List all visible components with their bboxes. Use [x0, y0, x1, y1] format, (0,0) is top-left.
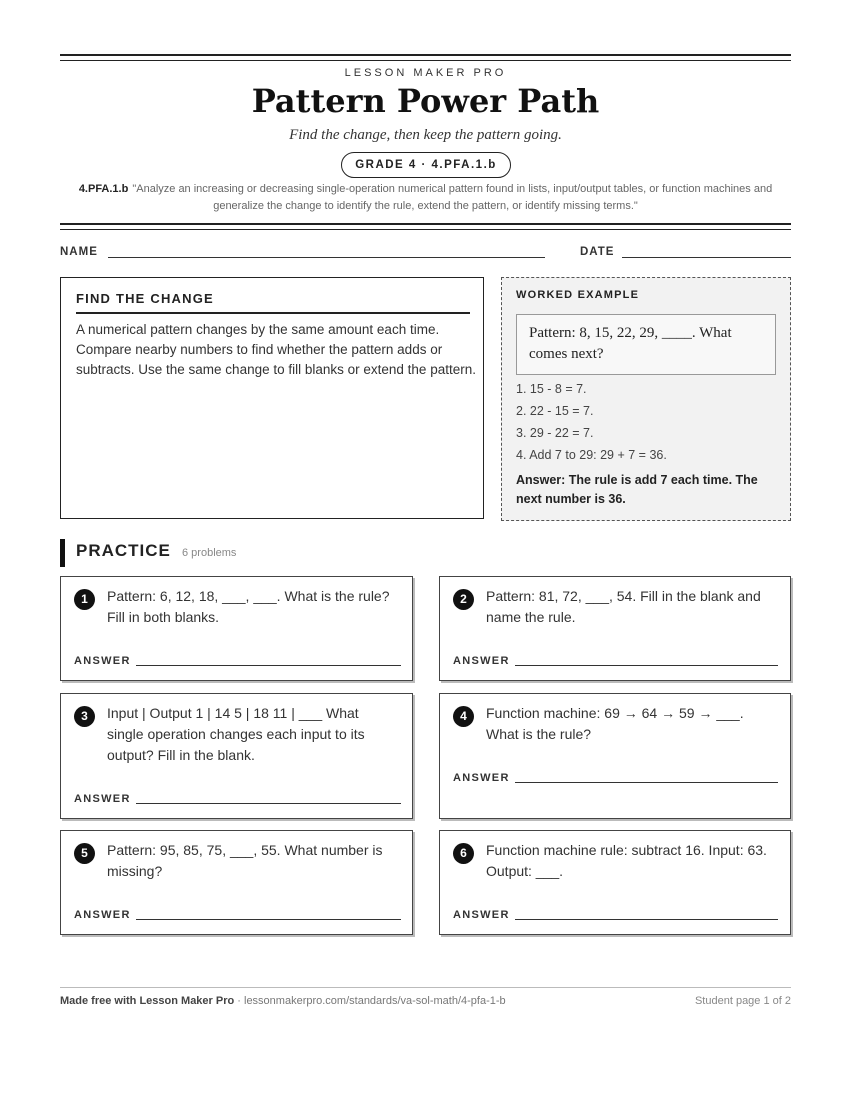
header-bottom-rule	[60, 223, 791, 230]
worked-example-box	[501, 277, 791, 521]
problem-number-badge: 6	[453, 843, 474, 864]
concept-box	[60, 277, 484, 519]
worksheet-title: Pattern Power Path	[251, 82, 600, 120]
problem-number-badge: 3	[74, 706, 95, 727]
name-label: NAME	[60, 246, 98, 258]
concept-title: FIND THE CHANGE	[76, 291, 470, 314]
worked-example-problem: Pattern: 8, 15, 22, 29, ____. What comes next?	[516, 314, 776, 375]
worked-example-step: 1. 15 - 8 = 7.	[516, 382, 587, 396]
problem-text: Function machine rule: subtract 16. Input: 63. Output: ___.	[486, 842, 767, 879]
problem-number-badge: 2	[453, 589, 474, 610]
worksheet-subtitle: Find the change, then keep the pattern going.	[289, 127, 562, 143]
answer-label: ANSWER	[453, 655, 510, 667]
practice-count: 6 problems	[182, 547, 237, 559]
grade-badge: GRADE 4 · 4.PFA.1.b	[341, 152, 511, 178]
problem-card-2	[439, 576, 791, 681]
problem-number-badge: 1	[74, 589, 95, 610]
problem-text: Pattern: 95, 85, 75, ___, 55. What number is missing?	[107, 842, 383, 879]
problem-text: Pattern: 6, 12, 18, ___, ___. What is the rule? Fill in both blanks.	[107, 588, 390, 625]
footer-rule	[60, 987, 791, 988]
answer-line-3[interactable]	[136, 803, 401, 804]
practice-title: PRACTICE	[76, 541, 171, 560]
footer-page-number: Student page 1 of 2	[694, 995, 791, 1007]
practice-header	[60, 539, 237, 567]
standard-description	[60, 181, 791, 215]
worked-example-step: 3. 29 - 22 = 7.	[516, 426, 594, 440]
problem-text: Pattern: 81, 72, ___, 54. Fill in the blank and name the rule.	[486, 588, 761, 625]
problem-card-1	[60, 576, 413, 681]
problem-number-badge: 4	[453, 706, 474, 727]
date-field[interactable]	[622, 257, 791, 258]
worked-example-step: 4. Add 7 to 29: 29 + 7 = 36.	[516, 448, 667, 462]
standard-text: "Analyze an increasing or decreasing single-operation numerical pattern found in lists, input/output tables, or function machines and generalize the change to identify the rule, extend the pattern, or identify missing terms."	[132, 183, 773, 212]
answer-line-5[interactable]	[136, 919, 401, 920]
answer-line-2[interactable]	[515, 665, 778, 666]
standard-code: 4.PFA.1.b	[78, 183, 129, 195]
worked-example-steps	[516, 378, 778, 466]
answer-line-1[interactable]	[136, 665, 401, 666]
name-field[interactable]	[108, 257, 545, 258]
footer-brand: Made free with Lesson Maker Pro	[60, 995, 235, 1007]
answer-label: ANSWER	[74, 909, 131, 921]
answer-line-4[interactable]	[515, 782, 778, 783]
top-rule	[60, 54, 791, 61]
answer-label: ANSWER	[453, 909, 510, 921]
name-date-row	[60, 245, 791, 265]
answer-line-6[interactable]	[515, 919, 778, 920]
problem-text: Function machine: 69 → 64 → 59 → ___. What is the rule?	[486, 705, 744, 742]
problem-number-badge: 5	[74, 843, 95, 864]
problem-card-4	[439, 693, 791, 819]
worked-example-title: WORKED EXAMPLE	[516, 289, 640, 301]
answer-label: ANSWER	[74, 655, 131, 667]
brand-kicker: LESSON MAKER PRO	[344, 67, 507, 79]
problem-card-3	[60, 693, 413, 819]
concept-body: A numerical pattern changes by the same amount each time. Compare nearby numbers to find whether the pattern adds or subtracts. Use the same change to fill blanks or extend the pattern.	[76, 322, 476, 377]
worked-example-step: 2. 22 - 15 = 7.	[516, 404, 594, 418]
problem-card-5	[60, 830, 413, 935]
footer-url: · lessonmakerpro.com/standards/va-sol-math/4-pfa-1-b	[234, 995, 506, 1007]
worked-example-answer: Answer: The rule is add 7 each time. The next number is 36.	[516, 473, 758, 506]
problem-text: Input | Output 1 | 14 5 | 18 11 | ___ What single operation changes each input to its output? Fill in the blank.	[107, 705, 365, 763]
date-label: DATE	[580, 246, 615, 258]
problem-card-6	[439, 830, 791, 935]
footer-credit	[60, 995, 506, 1007]
answer-label: ANSWER	[74, 793, 131, 805]
answer-label: ANSWER	[453, 772, 510, 784]
